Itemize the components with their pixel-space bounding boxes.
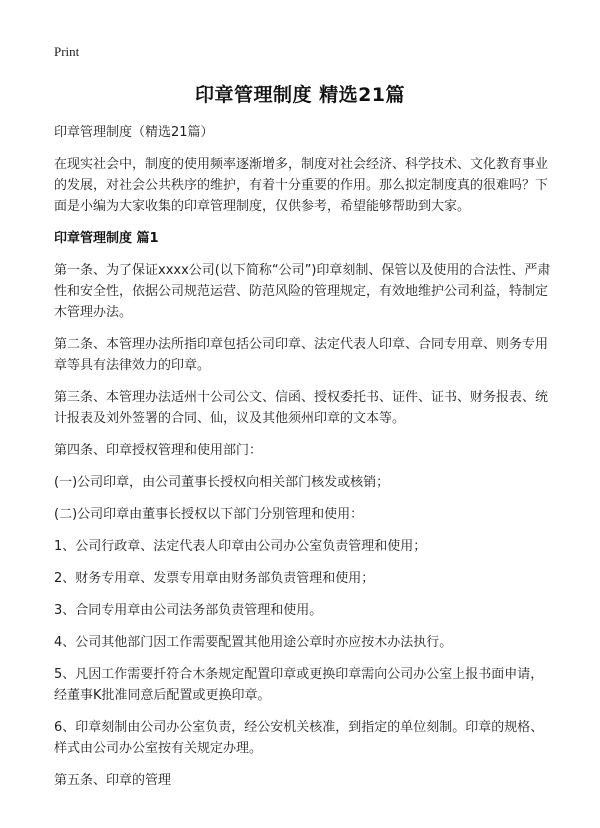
item-4-paragraph: 4、公司其他部门因工作需要配置其他用途公章时亦应按木办法执行。 <box>54 635 453 650</box>
article-5-paragraph: 第五条、印章的管理 <box>54 773 172 788</box>
item-5-paragraph: 5、凡因工作需要扦符合木条规定配置印章或更换印章需向公司办公室上报书面申请，经董事K批准同意后配置或更换印章。 <box>54 667 544 703</box>
document-body <box>54 122 554 802</box>
item-1-paragraph: 1、公司行政章、法定代表人印章由公司办公室负责管理和使用； <box>54 539 427 554</box>
item-6-paragraph: 6、印章刻制由公司办公室负责，经公安机关核准，到指定的单位刻制。印章的规格、样式由公司办公室按有关规定办理。 <box>54 720 544 756</box>
document-subtitle: 印章管理制度（精选21篇） <box>54 125 214 140</box>
article-1-paragraph: 第一条、为了保证xxxx公司(以下简称“公司”)印章刻制、保管以及使用的合法性、严肃性和安全性，依据公司规范运营、防范风险的管理规定，有效地维护公司利益，特制定木管理办法。 <box>54 263 551 320</box>
article-4-paragraph: 第四条、印章授权管理和使用部门： <box>54 443 263 458</box>
document-title: 印章管理制度 精选21篇 <box>194 84 406 106</box>
item-2-paragraph: 2、财务专用章、发票专用章由财务部负责管理和使用； <box>54 571 375 586</box>
section-heading: 印章管理制度 篇1 <box>54 231 159 246</box>
print-link[interactable]: Print <box>54 44 80 59</box>
clause-2-paragraph: (二)公司印章由董事长授权以下部门分别管理和使用： <box>54 507 364 522</box>
clause-1-paragraph: (一)公司印章，由公司董事长授权向相关部门核发或核销； <box>54 475 390 490</box>
article-3-paragraph: 第三条、本管理办法适州十公司公文、信函、授权委托书、证件、证书、财务报表、统计报表及刘外签署的合同、仙，议及其他须州印章的文本等。 <box>54 390 549 426</box>
article-2-paragraph: 第二条、本管理办法所指印章包括公司印章、法定代表人印章、合同专用章、则务专用章等具有法律效力的印章。 <box>54 337 549 373</box>
intro-paragraph: 在现实社会中，制度的使用频率逐渐增多，制度对社会经济、科学技术、文化教育事业的发展，对社会公共秩序的维护，有着十分重要的作用。那么拟定制度真的很难吗？下面是小编为大家收集的印章管理制度，仅供参考，希望能够帮助到大家。 <box>54 157 549 214</box>
item-3-paragraph: 3、合同专用章由公司法务部负责管理和使用。 <box>54 603 323 618</box>
